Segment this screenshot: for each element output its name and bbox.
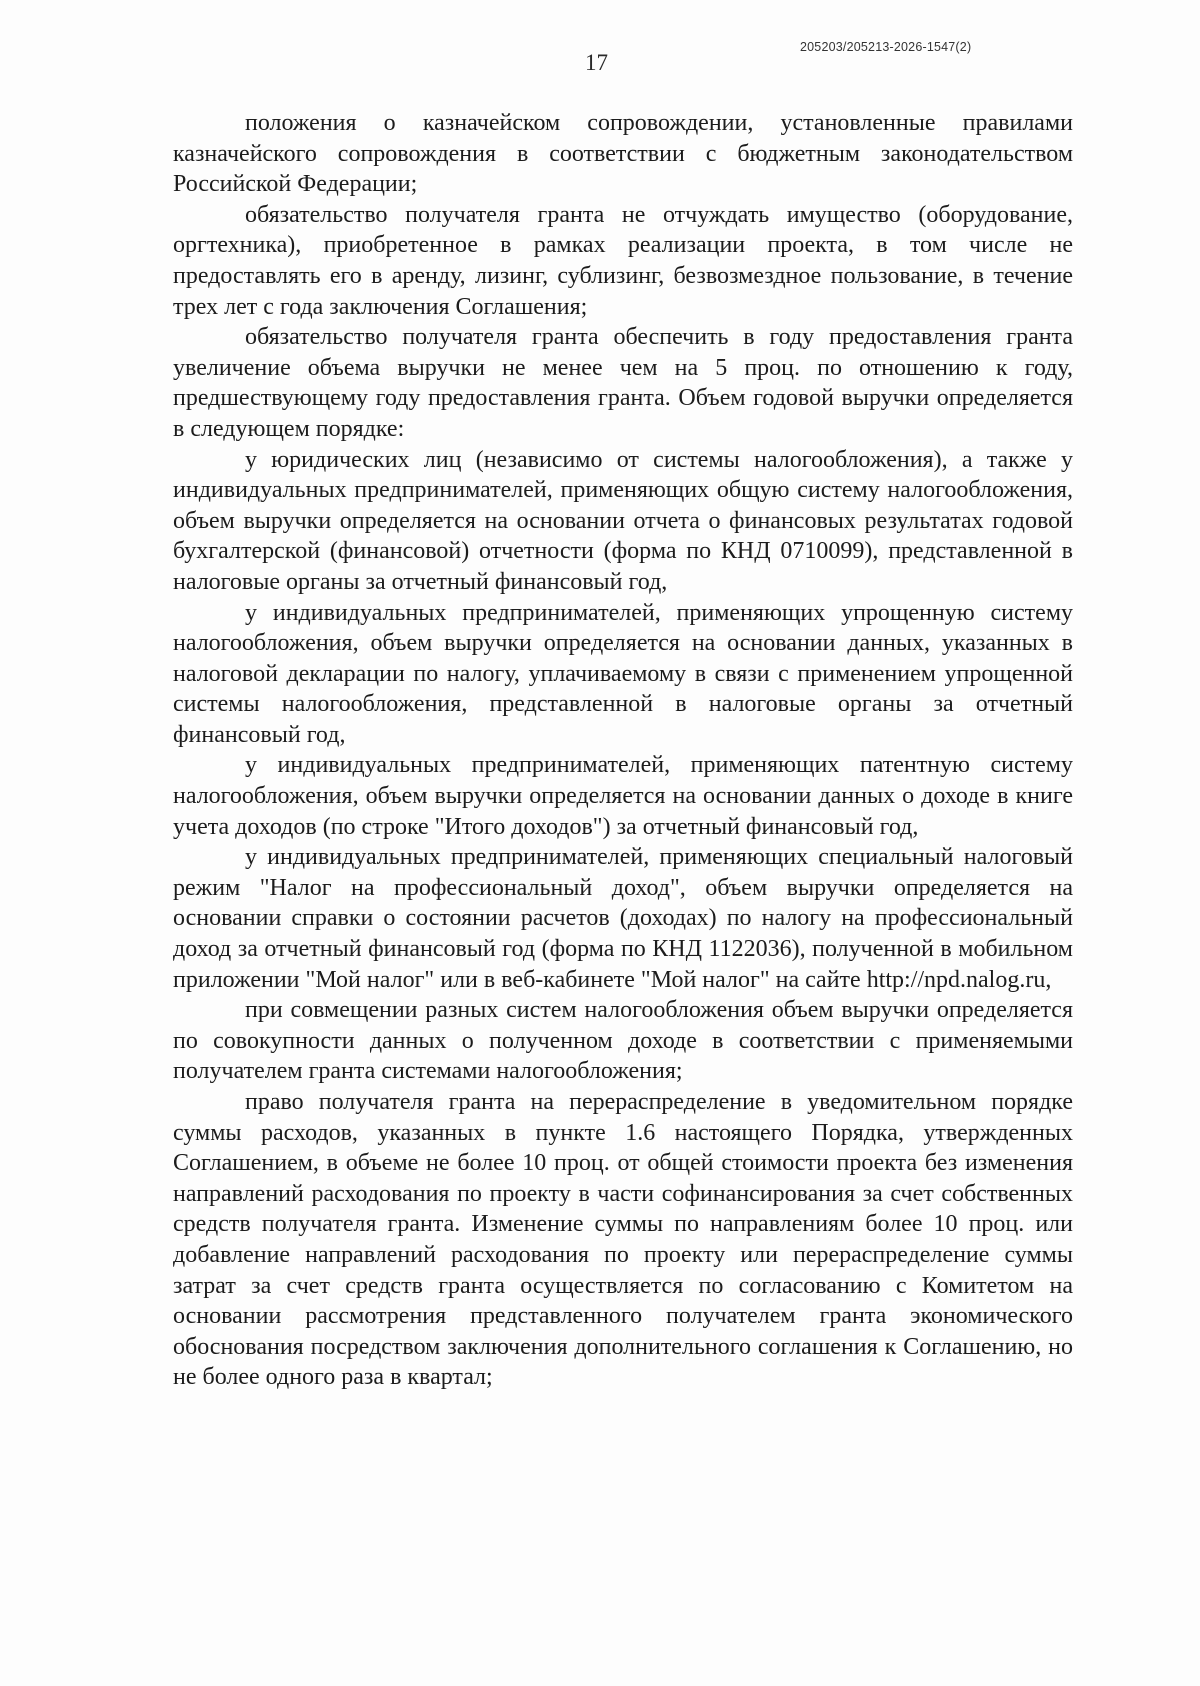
paragraph-redistribution-right: право получателя гранта на перераспределение в уведомительном порядке суммы расходов, указанных в пункте 1.6 настоящего Порядка, утвержденных Соглашением, в объеме не более 10 проц. от общей стоимости проекта без изменения направлений расходования по проекту в части софинансирования за счет собственных средств получателя гранта. Изменение суммы по направлениям более 10 проц. или добавление направлений расходования по проекту или перераспределение суммы затрат за счет средств гранта осуществляется по согласованию с Комитетом на основании рассмотрения представленного получателем гранта экономического обоснования посредством заключения дополнительного соглашения к Соглашению, но не более одного раза в квартал; [173, 1089, 1073, 1391]
paragraph-treasury-provisions: положения о казначейском сопровождении, установленные правилами казначейского сопровождения в соответствии с бюджетным законодательством Российской Федерации; [173, 110, 1073, 198]
paragraph-legal-entities: у юридических лиц (независимо от системы налогообложения), а также у индивидуальных предпринимателей, применяющих общую систему налогообложения, объем выручки определяется на основании отчета о финансовых результатах годовой бухгалтерской (финансовой) отчетности (форма по КНД 0710099), представленной в налоговые органы за отчетный финансовый год, [173, 446, 1073, 595]
paragraph-property-obligation: обязательство получателя гранта не отчуждать имущество (оборудование, оргтехника), приобретенное в рамках реализации проекта, в том числе не предоставлять его в аренду, лизинг, сублизинг, безвозмездное пользование, в течение трех лет с года заключения Соглашения; [173, 201, 1073, 320]
paragraph-revenue-obligation: обязательство получателя гранта обеспечить в году предоставления гранта увеличение объема выручки не менее чем на 5 проц. по отношению к году, предшествующему году предоставления гранта. Объем годовой выручки определяется в следующем порядке: [173, 324, 1073, 442]
paragraph-simplified-system: у индивидуальных предпринимателей, применяющих упрощенную систему налогообложения, объем выручки определяется на основании данных, указанных в налоговой декларации по налогу, уплачиваемому в связи с применением упрощенной системы налогообложения, представленной в налоговые органы за отчетный финансовый год, [173, 599, 1073, 748]
document-body [173, 108, 1073, 1393]
page-number: 17 [585, 50, 608, 75]
paragraph-patent-system: у индивидуальных предпринимателей, применяющих патентную систему налогообложения, объем выручки определяется на основании данных о доходе в книге учета доходов (по строке "Итого доходов") за отчетный финансовый год, [173, 752, 1073, 840]
document-id: 205203/205213-2026-1547(2) [800, 40, 972, 54]
paragraph-professional-income: у индивидуальных предпринимателей, применяющих специальный налоговый режим "Налог на профессиональный доход", объем выручки определяется на основании справки о состоянии расчетов (доходах) по налогу на профессиональный доход за отчетный финансовый год (форма по КНД 1122036), полученной в мобильном приложении "Мой налог" или в веб-кабинете "Мой налог" на сайте http://npd.nalog.ru, [173, 844, 1073, 993]
paragraph-combined-systems: при совмещении разных систем налогообложения объем выручки определяется по совокупности данных о полученном доходе в соответствии с применяемыми получателем гранта системами налогообложения; [173, 997, 1073, 1085]
